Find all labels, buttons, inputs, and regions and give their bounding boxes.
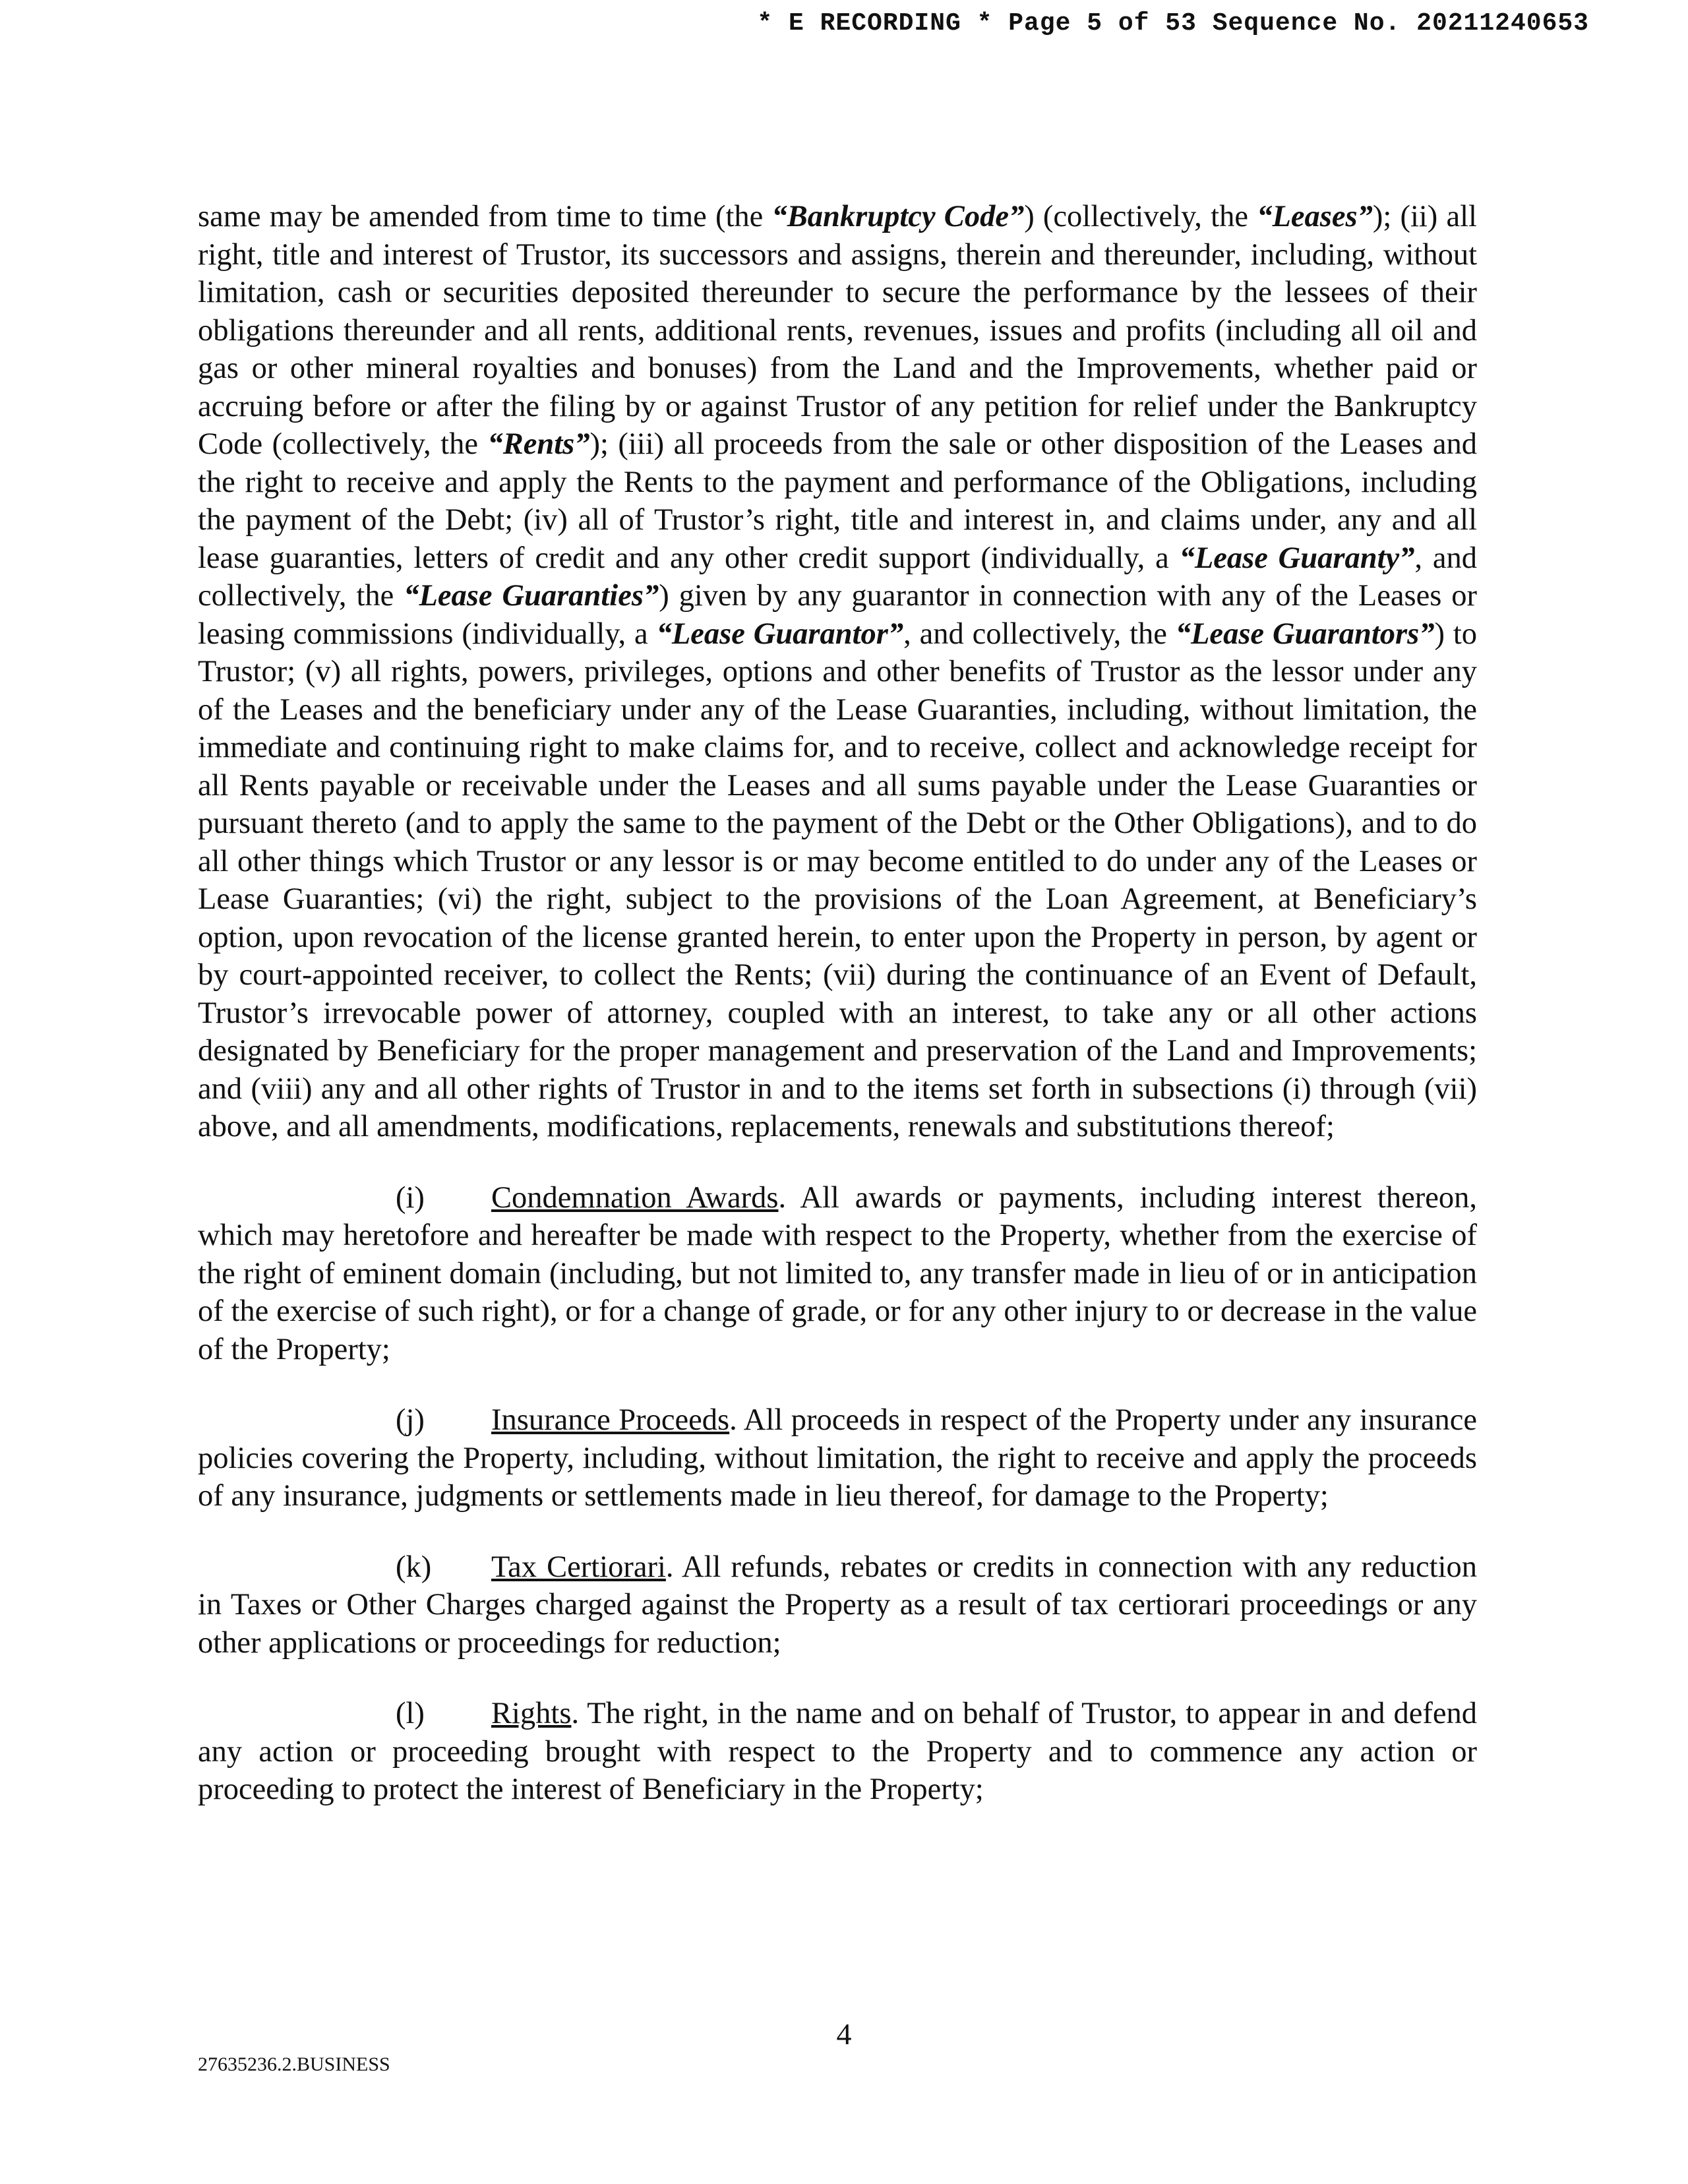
text-run: ); (ii) all right, title and interest of Trustor, its successors and assigns, therein and thereunder, including, without limitation, cash or securities deposited thereunder to secure the performance by the lessees of their obligations thereunder and all rents, additional rents, revenues, issues and profits (including all oil and gas or other mineral royalties and bonuses) from the Land and the Improvements, whether paid or accruing before or after the filing by or against Trustor of any petition for relief under the Bankruptcy Code (collectively, the (198, 200, 1477, 461)
section-text: . The right, in the name and on behalf of Trustor, to appear in and defend any action or proceeding brought with respect to the Property and to commence any action or proceeding to protect the interest of Beneficiary in the Property; (198, 1697, 1477, 1806)
text-run: ) to Trustor; (v) all rights, powers, privileges, options and other benefits of Trustor as the lessor under any of the Leases and the beneficiary under any of the Lease Guaranties, including, without limitation, the immediate and continuing right to make claims for, and to receive, collect and acknowledge receipt for all Rents payable or receivable under the Leases and all sums payable under the Lease Guaranties or pursuant thereto (and to apply the same to the payment of the Debt or the Other Obligations), and to do all other things which Trustor or any lessor is or may become entitled to do under any of the Leases or Lease Guaranties; (vi) the right, subject to the provisions of the Loan Agreement, at Beneficiary’s option, upon revocation of the license granted herein, to enter upon the Property in person, by agent or by court-appointed receiver, to collect the Rents; (vii) during the continuance of an Event of Default, Trustor’s irrevocable power of attorney, coupled with an interest, to take any or all other actions designated by Beneficiary for the proper management and preservation of the Land and Improvements; and (viii) any and all other rights of Trustor in and to the items set forth in subsections (i) through (vii) above, and all amendments, modifications, replacements, renewals and substitutions thereof; (198, 617, 1477, 1143)
text-run: , and collectively, the (903, 617, 1176, 651)
section-label: (l) (396, 1697, 425, 1730)
document-body (198, 198, 1477, 1809)
text-run: same may be amended from time to time (the (198, 200, 772, 233)
section-paragraph-k (198, 1548, 1477, 1662)
defined-term: “Bankruptcy Code” (771, 200, 1025, 233)
recording-header: * E RECORDING * Page 5 of 53 Sequence No. 20211240653 (757, 9, 1589, 38)
document-id: 27635236.2.BUSINESS (198, 2053, 390, 2075)
section-text: . All refunds, rebates or credits in connection with any reduction in Taxes or Other Charges charged against the Property as a result of tax certiorari proceedings or any other applications or proceedings for reduction; (198, 1550, 1477, 1660)
section-label: (k) (396, 1550, 432, 1584)
defined-term: “Lease Guarantor” (656, 617, 904, 651)
page-number: 4 (836, 2017, 852, 2051)
section-text: . All proceeds in respect of the Property under any insurance policies covering the Property, including, without limitation, the right to receive and apply the proceeds of any insurance, judgments or settlements made in lieu thereof, for damage to the Property; (198, 1403, 1477, 1513)
section-heading: Condemnation Awards (491, 1180, 779, 1215)
continuation-paragraph (198, 198, 1477, 1146)
text-run: ); (iii) all proceeds from the sale or other disposition of the Leases and the right to receive and apply the Rents to the payment and performance of the Obligations, including the payment of the Debt; (iv) all of Trustor’s right, title and interest in, and claims under, any and all lease guaranties, letters of credit and any other credit support (individually, a (198, 427, 1477, 575)
text-run: , and collectively, the (198, 541, 1477, 613)
text-run: ) given by any guarantor in connection with any of the Leases or leasing commissions (individually, a (198, 579, 1477, 651)
defined-term: “Rents” (487, 427, 590, 461)
defined-term: “Leases” (1257, 200, 1373, 233)
section-paragraph-l (198, 1695, 1477, 1809)
section-heading: Insurance Proceeds (491, 1403, 730, 1437)
section-heading: Rights (491, 1697, 572, 1730)
defined-term: “Lease Guarantors” (1175, 617, 1435, 651)
section-label: (j) (396, 1403, 425, 1437)
section-label: (i) (396, 1180, 425, 1215)
defined-term: “Lease Guaranties” (404, 579, 659, 613)
text-run: ) (collectively, the (1024, 200, 1257, 233)
defined-term: “Lease Guaranty” (1179, 541, 1415, 575)
section-paragraph-i (198, 1179, 1477, 1369)
section-text: . All awards or payments, including interest thereon, which may heretofore and hereafter be made with respect to the Property, whether from the exercise of the right of eminent domain (including, but not limited to, any transfer made in lieu of or in anticipation of the exercise of such right), or for a change of grade, or for any other injury to or decrease in the value of the Property; (198, 1180, 1477, 1366)
section-paragraph-j (198, 1401, 1477, 1515)
section-heading: Tax Certiorari (491, 1550, 666, 1584)
